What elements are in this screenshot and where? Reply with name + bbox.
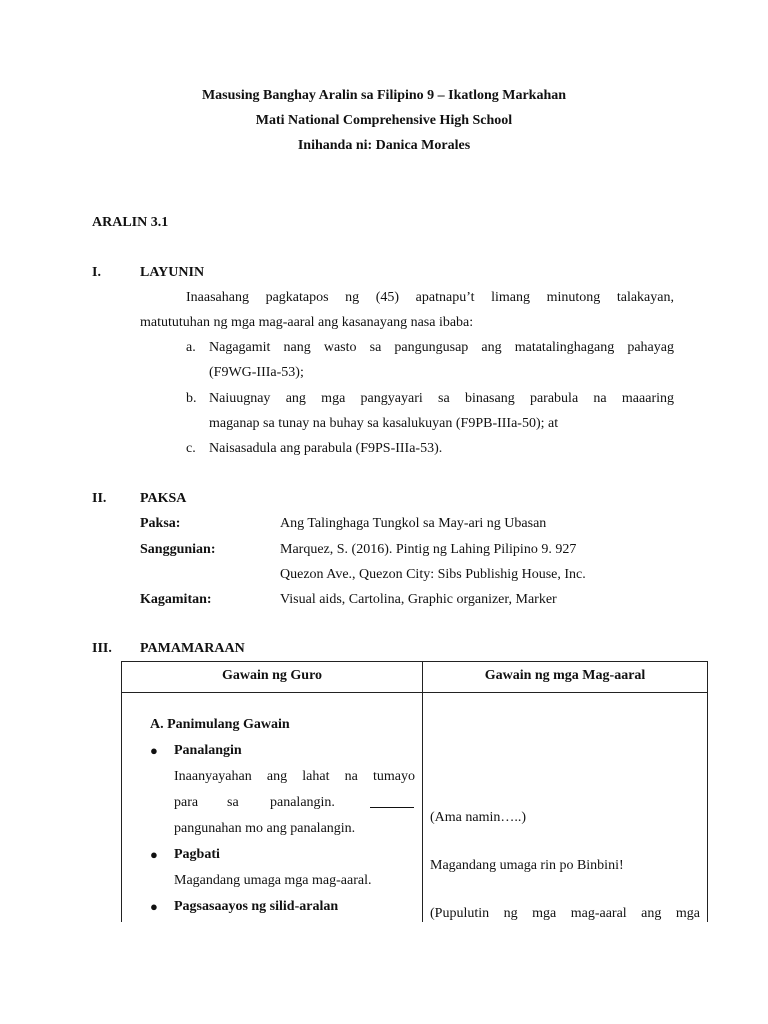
paksa-label: Paksa: xyxy=(140,516,181,531)
bullet-icon: ● xyxy=(150,899,158,914)
school-name: Mati National Comprehensive High School xyxy=(255,113,513,128)
objective-text-line1: Naiuugnay ang mga pangyayari sa binasang parabula na maaaring xyxy=(209,391,674,406)
procedure-table xyxy=(121,661,708,922)
response-panalangin: (Ama namin…..) xyxy=(430,810,527,825)
document-title: Masusing Banghay Aralin sa Filipino 9 – Ikatlong Markahan xyxy=(201,88,567,103)
section-title-pamamaraan: PAMAMARAAN xyxy=(140,641,245,656)
paksa-value: Ang Talinghaga Tungkol sa May-ari ng Ubasan xyxy=(280,516,547,531)
layunin-intro-line1: Inaasahang pagkatapos ng (45) apatnapu’t limang minutong talakayan, xyxy=(186,290,674,305)
section-title-layunin: LAYUNIN xyxy=(140,265,205,280)
objective-letter: a. xyxy=(186,340,196,355)
layunin-intro-line2: matututuhan ng mga mag-aaral ang kasanayang nasa ibaba: xyxy=(140,315,474,330)
kagamitan-label: Kagamitan: xyxy=(140,592,212,607)
panalangin-word: sa xyxy=(227,795,239,810)
activity-title-pagsasaayos: Pagsasaayos ng silid-aralan xyxy=(174,899,339,914)
objective-text-line1: Nagagamit nang wasto sa pangungusap ang matatalinghagang pahayag xyxy=(209,340,674,355)
panalangin-word: panalangin. xyxy=(270,795,335,810)
section-number-paksa: II. xyxy=(92,491,107,506)
sanggunian-value-line1: Marquez, S. (2016). Pintig ng Lahing Pilipino 9. 927 xyxy=(280,542,577,557)
response-pagsasaayos: (Pupulutin ng mga mag-aaral ang mga xyxy=(430,906,700,921)
sanggunian-value-line2: Quezon Ave., Quezon City: Sibs Publishig House, Inc. xyxy=(280,567,586,582)
table-column-divider xyxy=(422,662,423,922)
panalangin-line3: pangunahan mo ang panalangin. xyxy=(174,821,356,836)
name-blank xyxy=(370,795,414,813)
panalangin-word: para xyxy=(174,795,199,810)
subsection-title: A. Panimulang Gawain xyxy=(150,717,290,732)
response-pagbati: Magandang umaga rin po Binbini! xyxy=(430,858,624,873)
section-number-pamamaraan: III. xyxy=(92,641,112,656)
objective-text-line2: maganap sa tunay na buhay sa kasalukuyan (F9PB-IIIa-50); at xyxy=(209,416,559,431)
col-header-teacher: Gawain ng Guro xyxy=(221,668,323,683)
table-header-divider xyxy=(122,692,707,693)
section-title-paksa: PAKSA xyxy=(140,491,187,506)
section-number-layunin: I. xyxy=(92,265,101,280)
objective-letter: c. xyxy=(186,441,196,456)
prepared-by: Inihanda ni: Danica Morales xyxy=(297,138,471,153)
pagbati-line1: Magandang umaga mga mag-aaral. xyxy=(174,873,372,888)
bullet-icon: ● xyxy=(150,743,158,758)
panalangin-line1: Inaanyayahan ang lahat na tumayo xyxy=(174,769,415,784)
bullet-icon: ● xyxy=(150,847,158,862)
objective-letter: b. xyxy=(186,391,197,406)
objective-text-line1: Naisasadula ang parabula (F9PS-IIIa-53). xyxy=(209,441,443,456)
objective-text-line2: (F9WG-IIIa-53); xyxy=(209,365,304,380)
kagamitan-value: Visual aids, Cartolina, Graphic organizer, Marker xyxy=(280,592,557,607)
activity-title-pagbati: Pagbati xyxy=(174,847,220,862)
sanggunian-label: Sanggunian: xyxy=(140,542,216,557)
col-header-students: Gawain ng mga Mag-aaral xyxy=(484,668,646,683)
lesson-label: ARALIN 3.1 xyxy=(92,215,169,230)
activity-title-panalangin: Panalangin xyxy=(174,743,242,758)
